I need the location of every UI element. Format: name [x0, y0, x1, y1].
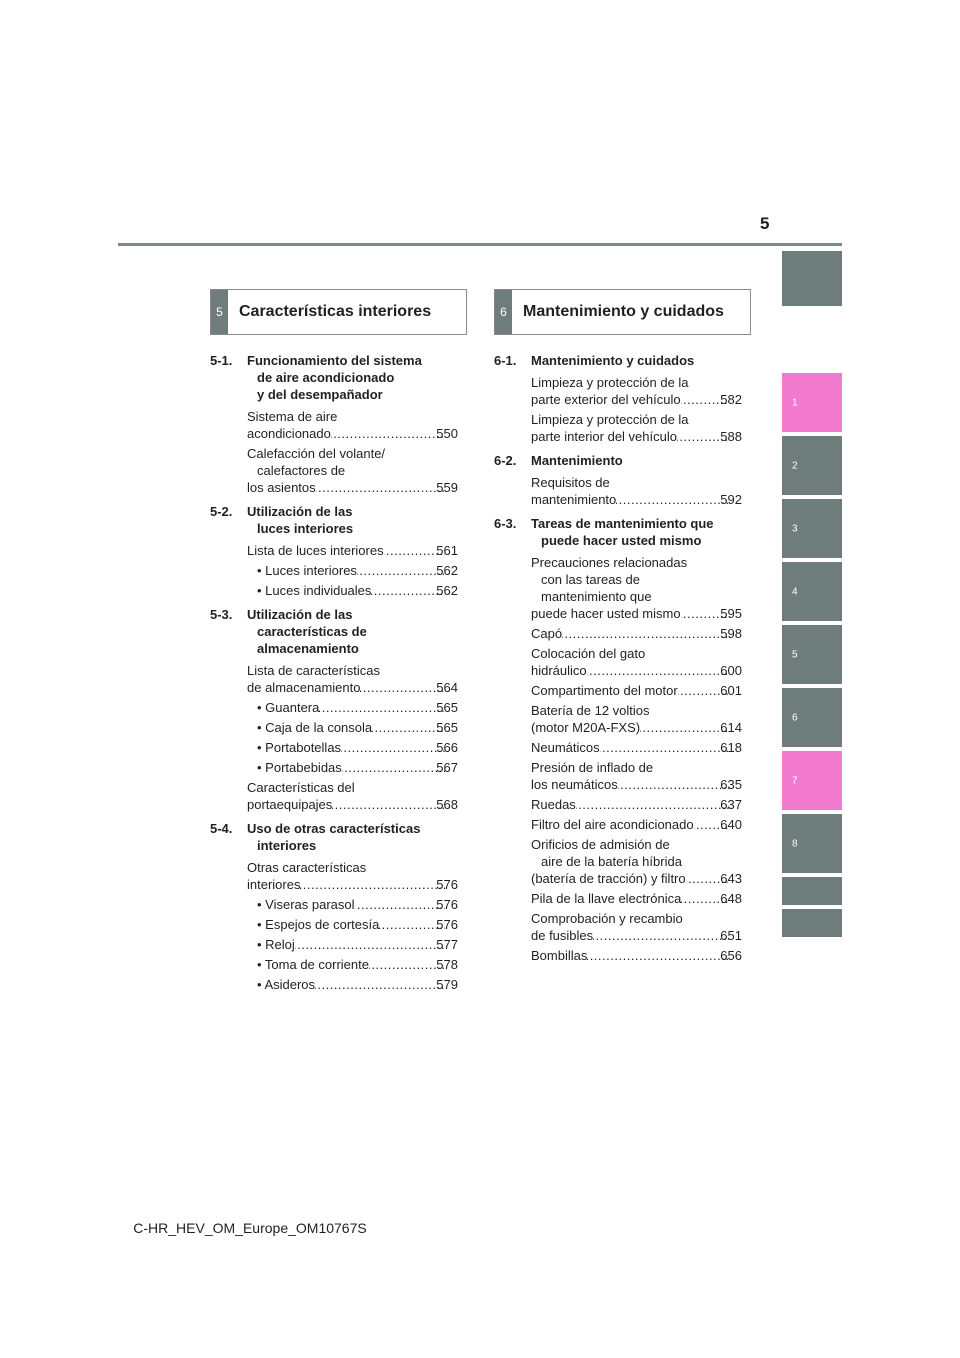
chapter-heading: [494, 452, 742, 469]
page-number: 5: [760, 214, 770, 233]
toc-entry-text: Orificios de admisión de aire de la batería híbrida: [531, 837, 682, 869]
page-ref: 562: [436, 563, 458, 578]
toc-entry[interactable]: [210, 956, 458, 973]
toc-entry-text: Características del: [247, 780, 355, 795]
toc-entry[interactable]: [494, 759, 742, 793]
page-ref: 576: [436, 917, 458, 932]
page-ref: 648: [720, 891, 742, 906]
toc-entry-label: • Luces individuales: [257, 583, 372, 598]
chapter-tab-label: 2: [792, 460, 798, 471]
toc-entry[interactable]: [210, 408, 458, 442]
toc-entry[interactable]: [210, 562, 458, 579]
page-ref: 576: [436, 897, 458, 912]
section-number: 6: [495, 290, 512, 334]
toc-entry-text: Comprobación y recambio: [531, 911, 683, 926]
page-ref: 562: [436, 583, 458, 598]
toc-entry-label: de fusibles: [531, 928, 594, 943]
page-ref: 600: [720, 663, 742, 678]
dot-leader: [300, 876, 445, 893]
dot-leader: [332, 796, 445, 813]
dot-leader: [600, 739, 730, 756]
dot-leader: [342, 759, 446, 776]
chapter-number: 6-2.: [494, 453, 517, 468]
toc-entry-label: • Espejos de cortesía: [257, 917, 380, 932]
toc-entry-label: de almacenamiento: [247, 680, 361, 695]
toc-entry[interactable]: [494, 739, 742, 756]
dot-leader: [315, 976, 445, 993]
page-ref: 561: [436, 543, 458, 558]
toc-entry-label: Filtro del aire acondicionado: [531, 817, 694, 832]
toc-entry-label: • Reloj: [257, 937, 295, 952]
page-ref: 618: [720, 740, 742, 755]
chapter-heading: [210, 606, 458, 657]
toc-entry-label: Lista de luces interiores: [247, 543, 384, 558]
toc-entry[interactable]: [494, 816, 742, 833]
page-ref: 614: [720, 720, 742, 735]
chapter-heading: [210, 820, 458, 854]
document-footer: C-HR_HEV_OM_Europe_OM10767S: [133, 1220, 367, 1236]
toc-entry[interactable]: [494, 645, 742, 679]
toc-entry-label: mantenimiento: [531, 492, 617, 507]
toc-entry-label: puede hacer usted mismo: [531, 606, 681, 621]
toc-column-6: [494, 352, 742, 971]
toc-entry-text: Precauciones relacionadas con las tareas de mantenimiento que: [531, 555, 688, 604]
page-ref: 635: [720, 777, 742, 792]
toc-entry[interactable]: [210, 719, 458, 736]
toc-entry-text: Otras características: [247, 860, 367, 875]
dot-leader: [587, 662, 730, 679]
chapter-tab-label: 3: [792, 523, 798, 534]
page-ref: 550: [436, 426, 458, 441]
section-header-6: [494, 289, 751, 335]
chapter-tab[interactable]: [782, 562, 842, 621]
toc-entry-label: • Viseras parasol: [257, 897, 355, 912]
dot-leader: [593, 927, 729, 944]
toc-entry-label: • Asideros: [257, 977, 316, 992]
chapter-tab-label: 4: [792, 586, 798, 597]
page-ref: 598: [720, 626, 742, 641]
toc-entry[interactable]: [494, 474, 742, 508]
page-ref: 568: [436, 797, 458, 812]
toc-entry-label: • Toma de corriente: [257, 957, 369, 972]
page-ref: 565: [436, 700, 458, 715]
toc-entry-text: Limpieza y protección de la: [531, 375, 689, 390]
chapter-tab[interactable]: [782, 909, 842, 937]
toc-entry-text: Requisitos de: [531, 475, 610, 490]
chapter-title: Utilización de las características de almacenamiento: [247, 607, 367, 656]
page-ref: 640: [720, 817, 742, 832]
toc-entry[interactable]: [494, 625, 742, 642]
chapter-tab-label: 1: [792, 397, 798, 408]
toc-entry[interactable]: [210, 916, 458, 933]
toc-entry[interactable]: [494, 411, 742, 445]
section-title: Mantenimiento y cuidados: [523, 303, 724, 320]
toc-entry-label: hidráulico: [531, 663, 587, 678]
page-ref: 643: [720, 871, 742, 886]
toc-entry-label: los neumáticos: [531, 777, 618, 792]
toc-entry-label: (batería de tracción) y filtro: [531, 871, 686, 886]
chapter-tab[interactable]: [782, 436, 842, 495]
dot-leader: [372, 719, 445, 736]
dot-leader: [316, 479, 446, 496]
toc-entry-label: Capó: [531, 626, 563, 641]
toc-entry[interactable]: [210, 936, 458, 953]
dot-leader: [587, 947, 729, 964]
chapter-tab[interactable]: [782, 251, 842, 306]
toc-entry-label: • Luces interiores: [257, 563, 357, 578]
page-ref: 567: [436, 760, 458, 775]
toc-entry[interactable]: [210, 445, 458, 496]
chapter-tab-label: 5: [792, 649, 798, 660]
chapter-title: Utilización de las luces interiores: [247, 504, 354, 536]
chapter-number: 5-4.: [210, 821, 233, 836]
toc-entry[interactable]: [210, 759, 458, 776]
toc-entry-label: (motor M20A-FXS): [531, 720, 641, 735]
section-number: 5: [211, 290, 228, 334]
section-title: Características interiores: [239, 303, 432, 320]
toc-entry-text: Presión de inflado de: [531, 760, 654, 775]
toc-entry-text: Lista de características: [247, 663, 380, 678]
toc-entry[interactable]: [210, 896, 458, 913]
toc-entry-label: Ruedas: [531, 797, 576, 812]
chapter-tab[interactable]: [782, 499, 842, 558]
page-ref: 579: [436, 977, 458, 992]
dot-leader: [616, 491, 729, 508]
chapter-tab-label: 7: [792, 775, 798, 786]
page-ref: 582: [720, 392, 742, 407]
toc-entry-label: • Portabotellas: [257, 740, 342, 755]
toc-entry-label: los asientos: [247, 480, 316, 495]
chapter-tab[interactable]: [782, 625, 842, 684]
chapter-number: 5-3.: [210, 607, 233, 622]
chapter-number: 5-2.: [210, 504, 233, 519]
toc-entry[interactable]: [494, 836, 742, 887]
page-ref: 566: [436, 740, 458, 755]
dot-leader: [331, 425, 445, 442]
toc-entry[interactable]: [494, 890, 742, 907]
toc-entry-label: Pila de la llave electrónica: [531, 891, 682, 906]
chapter-number: 6-3.: [494, 516, 517, 531]
chapter-tab-label: 8: [792, 838, 798, 849]
toc-entry-text: Colocación del gato: [531, 646, 646, 661]
chapter-number: 5-1.: [210, 353, 233, 368]
toc-entry[interactable]: [494, 702, 742, 736]
toc-entry-label: parte interior del vehículo: [531, 429, 677, 444]
page-ref: 651: [720, 928, 742, 943]
toc-entry[interactable]: [210, 699, 458, 716]
dot-leader: [355, 896, 446, 913]
toc-entry[interactable]: [210, 739, 458, 756]
chapter-heading: [494, 515, 742, 549]
page-ref: 595: [720, 606, 742, 621]
toc-entry[interactable]: [494, 554, 742, 622]
toc-entry[interactable]: [494, 682, 742, 699]
page-ref: 576: [436, 877, 458, 892]
toc-entry-label: portaequipajes: [247, 797, 333, 812]
page-ref: 656: [720, 948, 742, 963]
toc-entry[interactable]: [494, 910, 742, 944]
dot-leader: [341, 739, 445, 756]
page-ref: 588: [720, 429, 742, 444]
dot-leader: [562, 625, 729, 642]
chapter-title: Mantenimiento y cuidados: [531, 353, 695, 368]
chapter-tab[interactable]: [782, 814, 842, 873]
page-ref: 592: [720, 492, 742, 507]
page-ref: 577: [436, 937, 458, 952]
chapter-heading: [210, 503, 458, 537]
toc-entry[interactable]: [210, 976, 458, 993]
chapter-tab[interactable]: [782, 751, 842, 810]
toc-entry-label: Bombillas: [531, 948, 588, 963]
chapter-title: Funcionamiento del sistema de aire acondicionado y del desempañador: [247, 353, 422, 402]
dot-leader: [640, 719, 729, 736]
toc-entry-label: • Caja de la consola: [257, 720, 373, 735]
section-header-5: [210, 289, 467, 335]
toc-entry[interactable]: [494, 947, 742, 964]
toc-entry[interactable]: [494, 796, 742, 813]
toc-entry-label: Neumáticos: [531, 740, 600, 755]
chapter-tab[interactable]: [782, 373, 842, 432]
dot-leader: [369, 956, 445, 973]
page-ref: 565: [436, 720, 458, 735]
dot-leader: [360, 679, 445, 696]
toc-entry-label: interiores: [247, 877, 301, 892]
chapter-number: 6-1.: [494, 353, 517, 368]
chapter-tab[interactable]: [782, 688, 842, 747]
chapter-title: Tareas de mantenimiento que puede hacer usted mismo: [531, 516, 714, 548]
toc-entry[interactable]: [210, 582, 458, 599]
toc-entry-label: acondicionado: [247, 426, 331, 441]
chapter-heading: [494, 352, 742, 369]
toc-entry[interactable]: [210, 859, 458, 893]
toc-entry-label: Compartimento del motor: [531, 683, 678, 698]
chapter-heading: [210, 352, 458, 403]
dot-leader: [576, 796, 729, 813]
dot-leader: [319, 699, 445, 716]
chapter-tab[interactable]: [782, 877, 842, 905]
header-rule: [118, 243, 842, 246]
toc-entry-label: • Portabebidas: [257, 760, 342, 775]
toc-entry-label: • Guantera: [257, 700, 320, 715]
page-ref: 578: [436, 957, 458, 972]
toc-entry[interactable]: [210, 779, 458, 813]
chapter-title: Uso de otras características interiores: [247, 821, 421, 853]
chapter-title: Mantenimiento: [531, 453, 623, 468]
toc-entry[interactable]: [210, 662, 458, 696]
toc-entry-label: parte exterior del vehículo: [531, 392, 681, 407]
page-ref: 601: [720, 683, 742, 698]
chapter-tab-label: 6: [792, 712, 798, 723]
dot-leader: [618, 776, 730, 793]
dot-leader: [371, 582, 445, 599]
page-ref: 564: [436, 680, 458, 695]
dot-leader: [357, 562, 445, 579]
toc-entry[interactable]: [210, 542, 458, 559]
toc-entry-text: Sistema de aire: [247, 409, 338, 424]
toc-entry[interactable]: [494, 374, 742, 408]
page-ref: 637: [720, 797, 742, 812]
page-ref: 559: [436, 480, 458, 495]
toc-entry-text: Batería de 12 voltios: [531, 703, 650, 718]
toc-entry-text: Calefacción del volante/ calefactores de: [247, 446, 386, 478]
toc-entry-text: Limpieza y protección de la: [531, 412, 689, 427]
toc-column-5: [210, 352, 458, 1000]
chapter-tabs: [782, 0, 842, 1358]
dot-leader: [295, 936, 446, 953]
